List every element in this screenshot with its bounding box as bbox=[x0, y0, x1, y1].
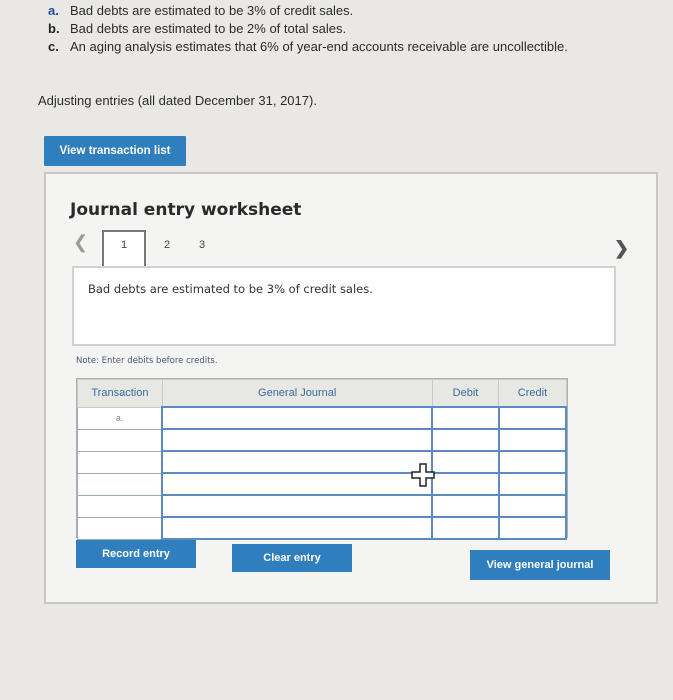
debit-cell[interactable] bbox=[432, 429, 499, 451]
record-entry-button[interactable]: Record entry bbox=[76, 540, 196, 568]
question-b bbox=[48, 20, 568, 38]
general-journal-cell[interactable] bbox=[162, 517, 432, 539]
column-header-transaction: Transaction bbox=[78, 380, 163, 408]
credit-cell[interactable] bbox=[499, 473, 566, 495]
transaction-cell bbox=[78, 517, 163, 539]
question-text: Bad debts are estimated to be 3% of credit sales. bbox=[70, 3, 354, 18]
page-tab-1[interactable]: 1 bbox=[102, 230, 146, 268]
general-journal-cell[interactable] bbox=[162, 451, 432, 473]
table-row bbox=[78, 429, 567, 451]
debit-cell[interactable] bbox=[432, 451, 499, 473]
general-journal-cell[interactable] bbox=[162, 473, 432, 495]
credit-cell[interactable] bbox=[499, 407, 566, 429]
question-letter: c. bbox=[48, 39, 59, 54]
page-tab-2[interactable]: 2 bbox=[163, 239, 171, 251]
credit-cell[interactable] bbox=[499, 495, 566, 517]
transaction-cell bbox=[78, 429, 163, 451]
credit-cell[interactable] bbox=[499, 429, 566, 451]
journal-entry-worksheet bbox=[44, 172, 658, 604]
entry-description: Bad debts are estimated to be 3% of credit sales. bbox=[88, 282, 373, 296]
general-journal-cell[interactable] bbox=[162, 495, 432, 517]
credit-cell[interactable] bbox=[499, 451, 566, 473]
worksheet-title: Journal entry worksheet bbox=[70, 200, 302, 220]
journal-table bbox=[76, 378, 568, 538]
transaction-cell bbox=[78, 473, 163, 495]
view-general-journal-button[interactable]: View general journal bbox=[470, 550, 610, 580]
table-row bbox=[78, 517, 567, 539]
debit-cell[interactable] bbox=[432, 473, 499, 495]
clear-entry-button[interactable]: Clear entry bbox=[232, 544, 352, 572]
view-transaction-list-button[interactable]: View transaction list bbox=[44, 136, 186, 166]
debit-cell[interactable] bbox=[432, 517, 499, 539]
question-a bbox=[48, 2, 568, 20]
column-header-credit: Credit bbox=[499, 380, 566, 408]
transaction-cell: a. bbox=[78, 407, 163, 429]
table-row bbox=[78, 473, 567, 495]
move-cursor-icon bbox=[410, 462, 436, 488]
page-tab-3[interactable]: 3 bbox=[198, 239, 206, 251]
general-journal-cell[interactable] bbox=[162, 429, 432, 451]
transaction-cell bbox=[78, 495, 163, 517]
debit-cell[interactable] bbox=[432, 495, 499, 517]
question-list bbox=[48, 2, 568, 56]
question-text: Bad debts are estimated to be 2% of total sales. bbox=[70, 21, 347, 36]
general-journal-cell[interactable] bbox=[162, 407, 432, 429]
entry-description-box bbox=[72, 266, 616, 346]
adjusting-entries-label: Adjusting entries (all dated December 31, 2017). bbox=[38, 93, 317, 108]
question-letter: a. bbox=[48, 3, 59, 18]
column-header-debit: Debit bbox=[432, 380, 499, 408]
transaction-cell bbox=[78, 451, 163, 473]
credit-cell[interactable] bbox=[499, 517, 566, 539]
pager bbox=[102, 230, 216, 268]
question-c bbox=[48, 38, 568, 56]
chevron-right-icon[interactable]: ❯ bbox=[614, 238, 630, 258]
question-text: An aging analysis estimates that 6% of year-end accounts receivable are uncollectible. bbox=[70, 39, 568, 54]
debit-cell[interactable] bbox=[432, 407, 499, 429]
table-row bbox=[78, 451, 567, 473]
table-row bbox=[78, 407, 567, 429]
column-header-general-journal: General Journal bbox=[162, 380, 432, 408]
table-row bbox=[78, 495, 567, 517]
question-letter: b. bbox=[48, 21, 60, 36]
chevron-left-icon[interactable]: ❮ bbox=[73, 232, 89, 252]
entry-note: Note: Enter debits before credits. bbox=[76, 356, 218, 366]
